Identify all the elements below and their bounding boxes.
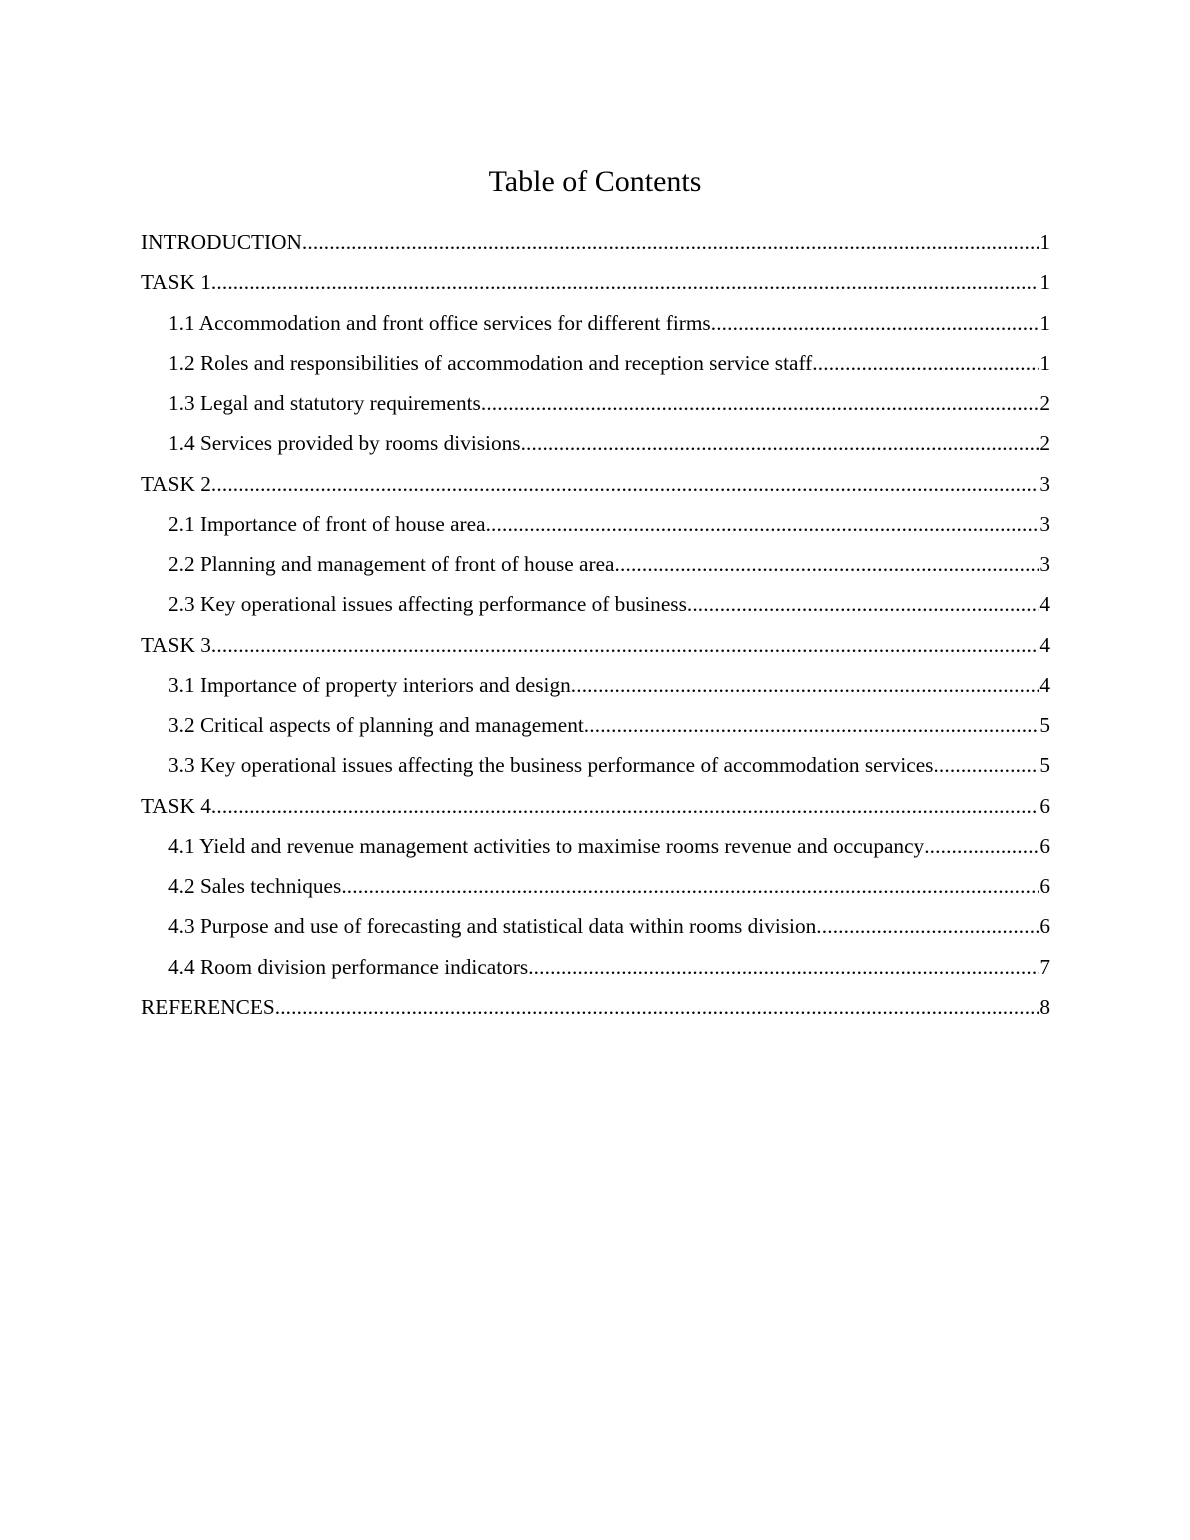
- toc-entry-1-1[interactable]: [141, 307, 1050, 347]
- toc-page-number: 3: [1039, 552, 1050, 576]
- toc-dot-leader: [341, 870, 1039, 902]
- toc-entry-text: TASK 3: [141, 632, 211, 657]
- toc-entry-text: TASK 4: [141, 793, 211, 818]
- toc-entry-task-4[interactable]: [141, 790, 1050, 830]
- toc-dot-leader: [211, 629, 1039, 661]
- toc-entry-2-2[interactable]: [141, 548, 1050, 588]
- toc-page-number: 6: [1039, 793, 1050, 818]
- toc-dot-leader: [211, 790, 1039, 822]
- toc-page-number: 5: [1039, 753, 1050, 778]
- toc-page-number: 7: [1039, 954, 1050, 979]
- toc-entry-text: 1.1 Accommodation and front office services for different firms: [168, 310, 711, 335]
- toc-entry-3-1[interactable]: [141, 669, 1050, 709]
- toc-page-number: 2: [1039, 391, 1050, 415]
- toc-entry-text: 3.2 Critical aspects of planning and management: [168, 713, 584, 737]
- toc-dot-leader: [275, 991, 1040, 1023]
- toc-entry-text: 4.4 Room division performance indicators: [168, 954, 529, 979]
- toc-dot-leader: [211, 266, 1039, 298]
- toc-entry-text: 2.2 Planning and management of front of house area: [168, 552, 615, 576]
- toc-entry-text: 3.3 Key operational issues affecting the business performance of accommodation services: [168, 753, 934, 778]
- toc-entry-references[interactable]: [141, 991, 1050, 1031]
- toc-entry-text: 4.1 Yield and revenue management activities to maximise rooms revenue and occupancy: [168, 833, 925, 858]
- toc-page-number: 4: [1039, 592, 1050, 617]
- toc-dot-leader: [571, 669, 1040, 701]
- toc-entry-introduction[interactable]: [141, 226, 1050, 266]
- toc-dot-leader: [933, 749, 1039, 781]
- toc-page-number: 6: [1039, 874, 1050, 898]
- toc-page-number: 1: [1039, 350, 1050, 375]
- toc-entry-3-3[interactable]: [141, 749, 1050, 789]
- toc-dot-leader: [615, 548, 1040, 580]
- toc-dot-leader: [486, 508, 1040, 540]
- toc-entry-2-3[interactable]: [141, 588, 1050, 628]
- toc-page-number: 3: [1039, 471, 1050, 496]
- toc-entry-4-4[interactable]: [141, 951, 1050, 991]
- toc-dot-leader: [481, 387, 1039, 419]
- toc-entry-1-2[interactable]: [141, 347, 1050, 387]
- toc-page-number: 4: [1039, 672, 1050, 697]
- toc-dot-leader: [211, 468, 1039, 500]
- table-of-contents: [141, 226, 1050, 1031]
- toc-page-number: 8: [1039, 994, 1050, 1019]
- toc-entry-text: 2.1 Importance of front of house area: [168, 511, 486, 536]
- toc-page-number: 5: [1039, 713, 1050, 737]
- toc-entry-4-1[interactable]: [141, 830, 1050, 870]
- toc-dot-leader: [528, 951, 1039, 983]
- toc-entry-1-3[interactable]: [141, 387, 1050, 427]
- toc-page-number: 1: [1039, 310, 1050, 335]
- toc-dot-leader: [812, 347, 1039, 379]
- toc-dot-leader: [302, 226, 1039, 258]
- toc-entry-text: 1.2 Roles and responsibilities of accommodation and reception service staff: [168, 350, 813, 375]
- toc-page-number: 1: [1039, 230, 1050, 254]
- toc-entry-text: TASK 1: [141, 270, 211, 295]
- toc-page-number: 6: [1039, 833, 1050, 858]
- toc-entry-task-1[interactable]: [141, 266, 1050, 306]
- toc-dot-leader: [816, 910, 1039, 942]
- toc-dot-leader: [584, 709, 1040, 741]
- toc-entry-text: 4.3 Purpose and use of forecasting and statistical data within rooms division: [168, 914, 817, 939]
- toc-entry-text: REFERENCES: [141, 994, 275, 1019]
- toc-entry-4-2[interactable]: [141, 870, 1050, 910]
- toc-dot-leader: [924, 830, 1039, 862]
- toc-entry-text: 1.4 Services provided by rooms divisions: [168, 431, 521, 456]
- toc-entry-text: 4.2 Sales techniques: [168, 874, 342, 898]
- toc-page-number: 4: [1039, 632, 1050, 657]
- toc-entry-1-4[interactable]: [141, 427, 1050, 467]
- toc-dot-leader: [687, 588, 1039, 620]
- toc-entry-task-2[interactable]: [141, 468, 1050, 508]
- toc-page-number: 3: [1039, 511, 1050, 536]
- toc-dot-leader: [521, 427, 1040, 459]
- toc-page-number: 6: [1039, 914, 1050, 939]
- toc-page-number: 1: [1039, 270, 1050, 295]
- toc-page-number: 2: [1039, 431, 1050, 456]
- toc-entry-text: 1.3 Legal and statutory requirements: [168, 391, 481, 415]
- toc-entry-3-2[interactable]: [141, 709, 1050, 749]
- toc-entry-text: 2.3 Key operational issues affecting performance of business: [168, 592, 687, 617]
- toc-entry-task-3[interactable]: [141, 629, 1050, 669]
- toc-entry-4-3[interactable]: [141, 910, 1050, 950]
- toc-dot-leader: [711, 307, 1040, 339]
- toc-entry-2-1[interactable]: [141, 508, 1050, 548]
- toc-entry-text: 3.1 Importance of property interiors and design: [168, 672, 571, 697]
- toc-entry-text: TASK 2: [141, 471, 211, 496]
- toc-entry-text: INTRODUCTION: [141, 230, 302, 254]
- toc-title: Table of Contents: [488, 165, 702, 198]
